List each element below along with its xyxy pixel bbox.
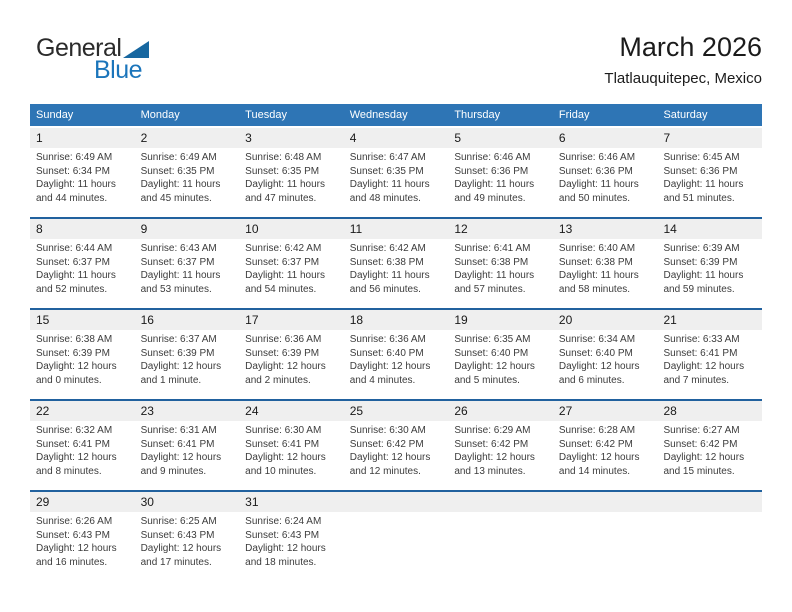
day-sunrise-text: Sunrise: 6:29 AM: [454, 425, 531, 436]
day-daylight1-text: Daylight: 12 hours: [663, 361, 745, 372]
day-number: 26: [454, 404, 468, 418]
day-daylight1-text: Daylight: 11 hours: [558, 270, 639, 281]
day-daylight2-text: and 7 minutes.: [663, 374, 730, 386]
day-daylight1-text: Daylight: 11 hours: [245, 179, 326, 190]
day-number: 7: [663, 131, 671, 145]
day-sunrise-text: Sunrise: 6:36 AM: [349, 334, 426, 345]
day-number: 18: [349, 313, 364, 327]
day-number: 1: [36, 131, 43, 145]
day-number-band: [30, 401, 762, 421]
day-sunrise-text: Sunrise: 6:28 AM: [558, 425, 636, 436]
day-cell: [30, 148, 135, 217]
day-daylight2-text: and 6 minutes.: [558, 374, 625, 386]
day-daylight1-text: Daylight: 12 hours: [140, 361, 222, 372]
day-sunrise-text: Sunrise: 6:45 AM: [663, 152, 740, 163]
day-daylight2-text: and 44 minutes.: [36, 192, 108, 204]
weekday-header-tuesday: Tuesday: [245, 109, 287, 121]
day-daylight1-text: Daylight: 11 hours: [663, 179, 744, 190]
week-row-2: [30, 217, 762, 308]
day-number-band: [30, 492, 762, 512]
day-cell: [239, 148, 344, 217]
day-cell: [344, 421, 449, 490]
day-cell: [135, 330, 240, 399]
empty-day-cell: [448, 512, 553, 581]
day-daylight2-text: and 8 minutes.: [36, 465, 102, 477]
day-daylight2-text: and 0 minutes.: [36, 374, 102, 386]
weeks-container: [30, 128, 762, 581]
day-sunset-text: Sunset: 6:36 PM: [454, 165, 529, 177]
day-sunset-text: Sunset: 6:38 PM: [349, 256, 424, 268]
day-daylight1-text: Daylight: 12 hours: [454, 452, 535, 463]
calendar-table: [30, 104, 762, 581]
day-sunrise-text: Sunrise: 6:35 AM: [454, 334, 531, 345]
day-sunrise-text: Sunrise: 6:43 AM: [140, 243, 217, 254]
day-number: 20: [558, 313, 573, 327]
day-number: 24: [245, 404, 259, 418]
day-daylight1-text: Daylight: 11 hours: [454, 270, 535, 281]
general-blue-logo: [36, 34, 149, 84]
day-sunrise-text: Sunrise: 6:31 AM: [140, 425, 217, 436]
day-number: 2: [140, 131, 148, 145]
day-cell: [135, 148, 240, 217]
day-daylight2-text: and 51 minutes.: [663, 192, 735, 204]
day-number: 31: [245, 495, 259, 509]
day-daylight2-text: and 10 minutes.: [245, 465, 317, 477]
day-sunrise-text: Sunrise: 6:42 AM: [245, 243, 322, 254]
day-number: 25: [349, 404, 364, 418]
day-sunrise-text: Sunrise: 6:47 AM: [349, 152, 426, 163]
day-sunset-text: Sunset: 6:42 PM: [454, 438, 529, 450]
day-sunset-text: Sunset: 6:35 PM: [349, 165, 424, 177]
day-sunrise-text: Sunrise: 6:38 AM: [36, 334, 113, 345]
day-daylight2-text: and 1 minute.: [140, 374, 202, 386]
day-cell: [553, 330, 658, 399]
day-number-band: [30, 310, 762, 330]
day-daylight1-text: Daylight: 11 hours: [36, 179, 116, 190]
day-sunset-text: Sunset: 6:41 PM: [663, 347, 738, 359]
day-sunset-text: Sunset: 6:42 PM: [349, 438, 424, 450]
day-number-band: [30, 128, 762, 148]
day-sunrise-text: Sunrise: 6:34 AM: [558, 334, 636, 345]
day-sunrise-text: Sunrise: 6:49 AM: [140, 152, 217, 163]
day-cell: [448, 330, 553, 399]
day-daylight1-text: Daylight: 12 hours: [140, 543, 222, 554]
empty-day-cell: [344, 512, 449, 581]
day-daylight1-text: Daylight: 11 hours: [558, 179, 639, 190]
day-daylight1-text: Daylight: 12 hours: [349, 452, 431, 463]
day-daylight1-text: Daylight: 11 hours: [349, 270, 430, 281]
day-daylight2-text: and 59 minutes.: [663, 283, 735, 295]
day-number: 11: [349, 222, 363, 236]
day-sunset-text: Sunset: 6:43 PM: [245, 529, 320, 541]
day-number: 5: [454, 131, 461, 145]
day-sunset-text: Sunset: 6:37 PM: [140, 256, 215, 268]
week-row-5: [30, 490, 762, 581]
weekday-header-row: [30, 104, 762, 126]
day-cell: [553, 421, 658, 490]
day-sunrise-text: Sunrise: 6:49 AM: [36, 152, 113, 163]
week-body: [30, 421, 762, 490]
day-cell: [135, 421, 240, 490]
week-body: [30, 330, 762, 399]
weekday-header-monday: Monday: [140, 109, 180, 121]
day-sunset-text: Sunset: 6:36 PM: [558, 165, 633, 177]
day-cell: [448, 239, 553, 308]
day-sunset-text: Sunset: 6:41 PM: [245, 438, 320, 450]
week-row-1: [30, 128, 762, 217]
day-number: 8: [36, 222, 43, 236]
empty-day-number: [553, 492, 658, 512]
day-cell: [239, 239, 344, 308]
day-daylight2-text: and 56 minutes.: [349, 283, 421, 295]
day-daylight2-text: and 48 minutes.: [349, 192, 421, 204]
day-sunset-text: Sunset: 6:39 PM: [663, 256, 738, 268]
day-sunrise-text: Sunrise: 6:36 AM: [245, 334, 322, 345]
day-daylight1-text: Daylight: 12 hours: [140, 452, 222, 463]
empty-day-number: [448, 492, 553, 512]
month-title: March 2026: [619, 32, 762, 62]
day-daylight2-text: and 9 minutes.: [140, 465, 207, 477]
day-daylight1-text: Daylight: 12 hours: [663, 452, 745, 463]
week-body: [30, 512, 762, 581]
day-daylight2-text: and 54 minutes.: [245, 283, 317, 295]
day-number: 13: [558, 222, 573, 236]
day-daylight1-text: Daylight: 11 hours: [349, 179, 430, 190]
day-number: 19: [454, 313, 468, 327]
day-sunset-text: Sunset: 6:43 PM: [36, 529, 110, 541]
day-cell: [239, 421, 344, 490]
day-daylight1-text: Daylight: 12 hours: [36, 361, 117, 372]
day-daylight1-text: Daylight: 11 hours: [140, 179, 221, 190]
day-sunrise-text: Sunrise: 6:42 AM: [349, 243, 426, 254]
day-number: 9: [140, 222, 148, 236]
day-daylight2-text: and 47 minutes.: [245, 192, 317, 204]
day-daylight2-text: and 5 minutes.: [454, 374, 520, 386]
day-daylight2-text: and 18 minutes.: [245, 556, 317, 568]
day-sunrise-text: Sunrise: 6:48 AM: [245, 152, 322, 163]
day-cell: [239, 330, 344, 399]
day-daylight1-text: Daylight: 12 hours: [245, 361, 326, 372]
day-daylight1-text: Daylight: 11 hours: [663, 270, 744, 281]
day-cell: [30, 330, 135, 399]
page-header: [30, 0, 762, 104]
day-sunset-text: Sunset: 6:37 PM: [36, 256, 110, 268]
day-cell: [553, 148, 658, 217]
day-daylight1-text: Daylight: 12 hours: [454, 361, 535, 372]
day-daylight1-text: Daylight: 12 hours: [349, 361, 431, 372]
location-subtitle: Tlatlauquitepec, Mexico: [604, 70, 762, 87]
logo-text-general: General: [36, 34, 122, 62]
day-sunrise-text: Sunrise: 6:24 AM: [245, 516, 322, 527]
day-daylight2-text: and 45 minutes.: [140, 192, 212, 204]
day-daylight1-text: Daylight: 12 hours: [36, 543, 117, 554]
day-number: 21: [663, 313, 677, 327]
day-number: 29: [36, 495, 50, 509]
day-sunset-text: Sunset: 6:40 PM: [349, 347, 424, 359]
day-cell: [239, 512, 344, 581]
day-sunset-text: Sunset: 6:40 PM: [454, 347, 529, 359]
day-daylight2-text: and 14 minutes.: [558, 465, 631, 477]
day-sunset-text: Sunset: 6:43 PM: [140, 529, 215, 541]
day-sunset-text: Sunset: 6:42 PM: [663, 438, 738, 450]
day-cell: [657, 330, 762, 399]
empty-day-number: [657, 492, 762, 512]
day-cell: [344, 239, 449, 308]
weekday-header-thursday: Thursday: [454, 109, 501, 121]
day-sunrise-text: Sunrise: 6:27 AM: [663, 425, 740, 436]
day-sunrise-text: Sunrise: 6:44 AM: [36, 243, 113, 254]
day-daylight1-text: Daylight: 12 hours: [36, 452, 117, 463]
day-number: 4: [349, 131, 357, 145]
day-number: 14: [663, 222, 677, 236]
day-daylight1-text: Daylight: 11 hours: [140, 270, 221, 281]
day-daylight2-text: and 4 minutes.: [349, 374, 416, 386]
day-cell: [135, 512, 240, 581]
day-number: 28: [663, 404, 677, 418]
day-sunset-text: Sunset: 6:41 PM: [36, 438, 110, 450]
day-daylight1-text: Daylight: 11 hours: [36, 270, 116, 281]
day-number-band: [30, 219, 762, 239]
day-sunrise-text: Sunrise: 6:26 AM: [36, 516, 113, 527]
day-sunset-text: Sunset: 6:35 PM: [140, 165, 215, 177]
day-sunrise-text: Sunrise: 6:25 AM: [140, 516, 217, 527]
day-number: 17: [245, 313, 259, 327]
day-sunrise-text: Sunrise: 6:39 AM: [663, 243, 740, 254]
day-sunrise-text: Sunrise: 6:40 AM: [558, 243, 636, 254]
day-daylight1-text: Daylight: 12 hours: [558, 361, 640, 372]
day-daylight2-text: and 50 minutes.: [558, 192, 631, 204]
weekday-header-wednesday: Wednesday: [349, 109, 408, 121]
day-number: 16: [140, 313, 154, 327]
weekday-header-friday: Friday: [558, 109, 590, 121]
day-cell: [30, 512, 135, 581]
day-sunrise-text: Sunrise: 6:33 AM: [663, 334, 740, 345]
day-sunset-text: Sunset: 6:38 PM: [454, 256, 529, 268]
day-cell: [657, 421, 762, 490]
day-cell: [553, 239, 658, 308]
week-row-3: [30, 308, 762, 399]
day-sunset-text: Sunset: 6:35 PM: [245, 165, 320, 177]
day-cell: [30, 239, 135, 308]
day-sunset-text: Sunset: 6:39 PM: [36, 347, 110, 359]
week-row-4: [30, 399, 762, 490]
day-number: 27: [558, 404, 573, 418]
day-number: 22: [36, 404, 50, 418]
weekday-header-saturday: Saturday: [663, 109, 708, 121]
weekday-header-sunday: Sunday: [36, 109, 74, 121]
day-daylight2-text: and 17 minutes.: [140, 556, 212, 568]
day-daylight2-text: and 16 minutes.: [36, 556, 108, 568]
day-cell: [657, 239, 762, 308]
week-body: [30, 239, 762, 308]
day-daylight2-text: and 58 minutes.: [558, 283, 631, 295]
day-daylight2-text: and 53 minutes.: [140, 283, 212, 295]
day-cell: [135, 239, 240, 308]
day-daylight2-text: and 12 minutes.: [349, 465, 421, 477]
day-sunset-text: Sunset: 6:42 PM: [558, 438, 633, 450]
day-sunrise-text: Sunrise: 6:46 AM: [454, 152, 531, 163]
day-number: 10: [245, 222, 259, 236]
day-sunrise-text: Sunrise: 6:30 AM: [245, 425, 322, 436]
day-sunset-text: Sunset: 6:36 PM: [663, 165, 738, 177]
day-sunset-text: Sunset: 6:37 PM: [245, 256, 320, 268]
week-body: [30, 148, 762, 217]
day-sunrise-text: Sunrise: 6:32 AM: [36, 425, 113, 436]
day-number: 6: [558, 131, 566, 145]
empty-day-number: [344, 492, 449, 512]
day-number: 12: [454, 222, 468, 236]
title-block: [604, 32, 762, 88]
day-cell: [344, 148, 449, 217]
day-sunrise-text: Sunrise: 6:41 AM: [454, 243, 531, 254]
day-sunset-text: Sunset: 6:41 PM: [140, 438, 215, 450]
day-sunset-text: Sunset: 6:34 PM: [36, 165, 110, 177]
day-daylight2-text: and 15 minutes.: [663, 465, 735, 477]
day-sunset-text: Sunset: 6:38 PM: [558, 256, 633, 268]
day-sunset-text: Sunset: 6:40 PM: [558, 347, 633, 359]
day-number: 3: [245, 131, 252, 145]
day-daylight2-text: and 52 minutes.: [36, 283, 108, 295]
day-number: 15: [36, 313, 50, 327]
day-daylight1-text: Daylight: 11 hours: [454, 179, 535, 190]
day-cell: [448, 148, 553, 217]
day-daylight1-text: Daylight: 12 hours: [245, 543, 326, 554]
day-daylight1-text: Daylight: 12 hours: [245, 452, 326, 463]
day-cell: [30, 421, 135, 490]
day-sunrise-text: Sunrise: 6:37 AM: [140, 334, 217, 345]
day-cell: [344, 330, 449, 399]
day-number: 30: [140, 495, 154, 509]
day-daylight1-text: Daylight: 11 hours: [245, 270, 326, 281]
day-daylight2-text: and 49 minutes.: [454, 192, 526, 204]
day-number: 23: [140, 404, 154, 418]
empty-day-cell: [553, 512, 658, 581]
day-daylight2-text: and 13 minutes.: [454, 465, 526, 477]
day-sunrise-text: Sunrise: 6:46 AM: [558, 152, 636, 163]
empty-day-cell: [657, 512, 762, 581]
logo-text-blue: Blue: [94, 56, 143, 84]
day-daylight2-text: and 57 minutes.: [454, 283, 526, 295]
day-daylight2-text: and 2 minutes.: [245, 374, 311, 386]
day-daylight1-text: Daylight: 12 hours: [558, 452, 640, 463]
day-cell: [448, 421, 553, 490]
calendar-content: [30, 0, 762, 581]
day-sunset-text: Sunset: 6:39 PM: [140, 347, 215, 359]
day-sunset-text: Sunset: 6:39 PM: [245, 347, 320, 359]
day-cell: [657, 148, 762, 217]
day-sunrise-text: Sunrise: 6:30 AM: [349, 425, 426, 436]
